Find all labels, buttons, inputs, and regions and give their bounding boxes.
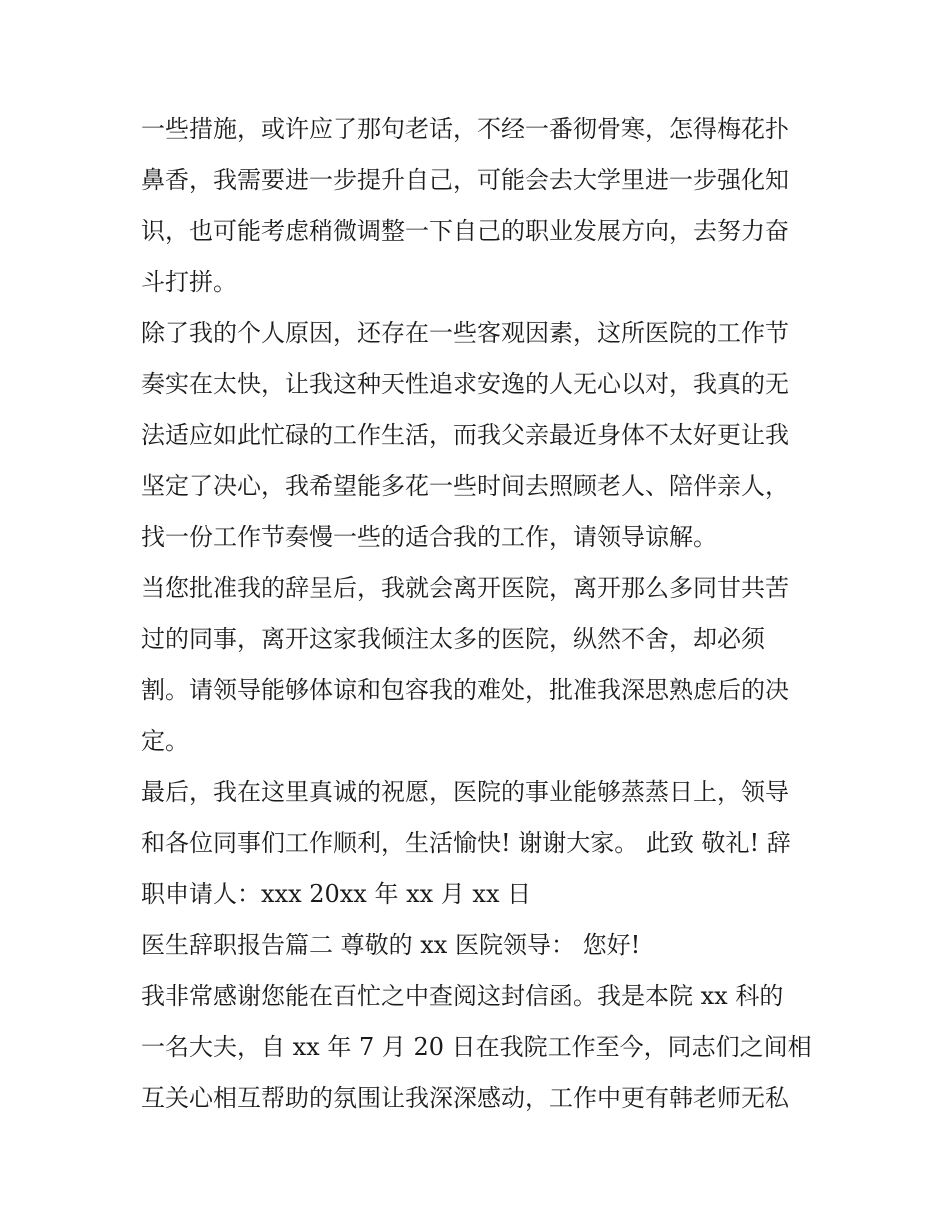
text-line: 识，也可能考虑稍微调整一下自己的职业发展方向，去努力奋: [141, 217, 789, 245]
text-line: 当您批准我的辞呈后，我就会离开医院，离开那么多同甘共苦: [141, 574, 789, 602]
text-line: 医生辞职报告篇二 尊敬的 xx 医院领导： 您好!: [141, 931, 641, 959]
text-line: 奏实在太快，让我这种天性追求安逸的人无心以对，我真的无: [141, 370, 789, 398]
text-line: 找一份工作节奏慢一些的适合我的工作，请领导谅解。: [141, 523, 717, 551]
text-line: 我非常感谢您能在百忙之中查阅这封信函。我是本院 xx 科的: [141, 982, 784, 1010]
text-line: 和各位同事们工作顺利，生活愉快! 谢谢大家。 此致 敬礼! 辞: [141, 829, 791, 857]
document-body: [141, 104, 821, 1124]
text-line: 除了我的个人原因，还存在一些客观因素，这所医院的工作节: [141, 319, 789, 347]
text-line: 斗打拼。: [141, 268, 237, 296]
text-line: 割。请领导能够体谅和包容我的难处，批准我深思熟虑后的决: [141, 676, 789, 704]
text-line: 一些措施，或许应了那句老话，不经一番彻骨寒，怎得梅花扑: [141, 115, 789, 143]
text-line: 定。: [141, 727, 189, 755]
text-line: 最后，我在这里真诚的祝愿，医院的事业能够蒸蒸日上，领导: [141, 778, 789, 806]
text-line: 过的同事，离开这家我倾注太多的医院，纵然不舍，却必须: [141, 625, 765, 653]
text-line: 法适应如此忙碌的工作生活，而我父亲最近身体不太好更让我: [141, 421, 789, 449]
text-line: 坚定了决心，我希望能多花一些时间去照顾老人、陪伴亲人，: [141, 472, 789, 500]
text-line: 互关心相互帮助的氛围让我深深感动，工作中更有韩老师无私: [141, 1084, 789, 1112]
text-line: 一名大夫，自 xx 年 7 月 20 日在我院工作至今，同志们之间相: [141, 1033, 812, 1061]
text-line: 职申请人：xxx 20xx 年 xx 月 xx 日: [141, 880, 532, 908]
text-line: 鼻香，我需要进一步提升自己，可能会去大学里进一步强化知: [141, 166, 789, 194]
